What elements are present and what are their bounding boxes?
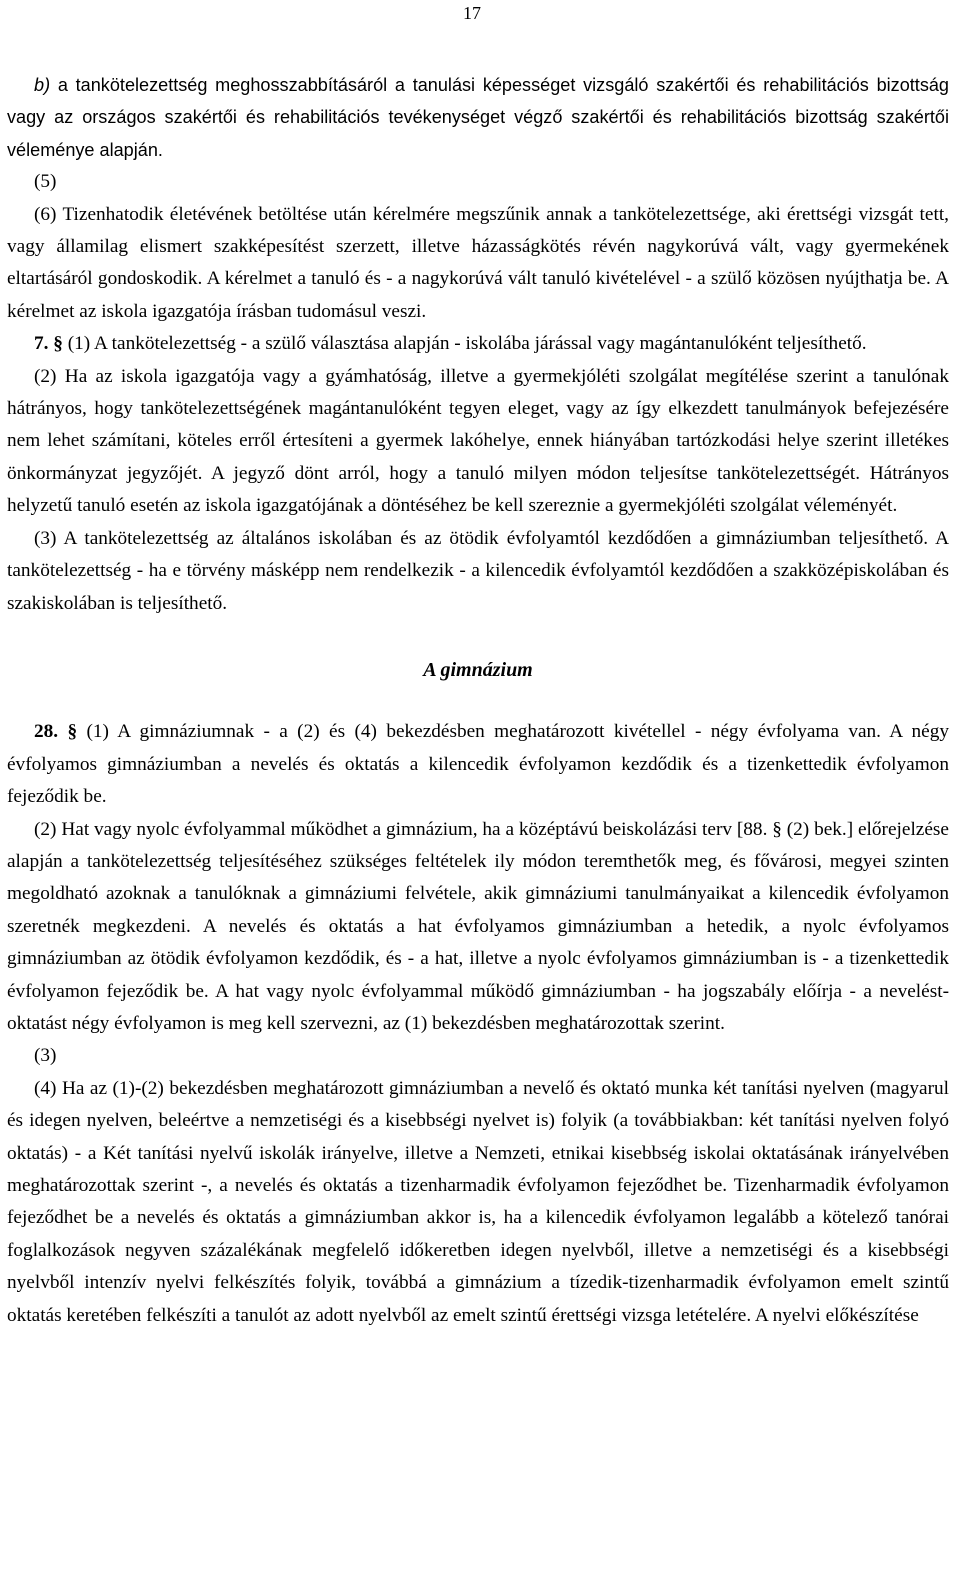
section-7-paragraph-2: (2) Ha az iskola igazgatója vagy a gyámhatóság, illetve a gyermekjóléti szolgálat megítélése szerint a tanulónak hátrányos, hogy tankötelezettségének magántanulóként tegyen eleget, vagy az így elkezdett tanulmányok befejezésére nem lehet számítani, köteles erről értesíteni a gyermek lakóhelye, ennek hiányában tartózkodási helye szerint illetékes önkormányzat jegyzőjét. A jegyző dönt arról, hogy a tanuló milyen módon teljesítse tankötelezettségét. Hátrányos helyzetű tanuló esetén az iskola igazgatójának a döntéséhez be kell szereznie a gyermekjóléti szolgálat véleményét. — [7, 365, 949, 517]
section-sign: § — [48, 333, 68, 355]
section-number: 7. — [34, 333, 49, 355]
paragraph-5: (5) — [34, 171, 57, 193]
page-number: 17 — [463, 3, 481, 23]
section-28-paragraph-4: (4) Ha az (1)-(2) bekezdésben meghatározott gimnáziumban a nevelő és oktató munka két tanítási nyelven (magyarul és idegen nyelven, beleértve a nemzetiségi és a kisebbségi nyelvet is) folyik (a továbbiakban: két tanítási nyelven folyó oktatás) - a Két tanítási nyelvű iskolák irányelve, illetve a Nemzeti, etnikai kisebbség iskolai oktatásának irányelvében meghatározottak szerint -, a nevelés és oktatás a tizenharmadik évfolyamon fejeződhet be. Tizenharmadik évfolyamon fejeződhet be a nevelés és oktatás a gimnáziumban akkor is, ha a kilencedik évfolyamon legalább a kötelező tanórai foglalkozások negyven százalékának megfelelő időkeretben idegen nyelvből, illetve a nemzetiségi és a kisebbségi nyelvből intenzív nyelvi felkészítés folyik, továbbá a gimnázium a tízedik-tizenharmadik évfolyamon emelt szintű oktatás keretében felkészíti a tanulót az adott nyelvből az emelt szintű érettségi vizsga letételére. A nyelvi előkészítése — [7, 1077, 949, 1326]
paragraph-6: (6) Tizenhatodik életévének betöltése után kérelmére megszűnik annak a tankötelezettsége, aki érettségi vizsgát tett, vagy államilag elismert szakképesítést szerzett, illetve házasságkötés révén nagykorúvá vált, vagy gyermekének eltartásáról gondoskodik. A kérelmet a tanuló és - a nagykorúvá vált tanuló kivételével - a szülő közösen nyújthatja be. A kérelmet az iskola igazgatója írásban tudomásul veszi. — [7, 203, 949, 322]
section-sign: § — [58, 721, 87, 743]
chapter-heading: A gimnázium — [423, 658, 533, 681]
section-7-paragraph-3: (3) A tankötelezettség az általános iskolában és az ötödik évfolyamtól kezdődően a gimnáziumban teljesíthető. A tankötelezettség - ha e törvény másképp nem rendelkezik - a kilencedik évfolyamtól kezdődően a szakközépiskolában és szakiskolában is teljesíthető. — [7, 527, 949, 614]
section-7-paragraph-1 — [7, 328, 949, 360]
section-28-paragraph-3: (3) — [34, 1045, 57, 1067]
section-number: 28. — [34, 721, 59, 743]
section-text: (1) A tankötelezettség - a szülő választása alapján - iskolába járással vagy magántanulóként teljesíthető. — [67, 333, 867, 355]
item-text: a tankötelezettség meghosszabbításáról a tanulási képességet vizsgáló szakértői és rehabilitációs bizottság vagy az országos szakértői és rehabilitációs tevékenységet végző szakértői és rehabilitációs bizottság szakértői véleménye alapján. — [7, 75, 949, 160]
section-28-paragraph-2: (2) Hat vagy nyolc évfolyammal működhet a gimnázium, ha a középtávú beiskolázási terv [88. § (2) bek.] előrejelzése alapján a tankötelezettség teljesítéséhez szükséges feltételek ily módon teremthetők meg, és fővárosi, megyei szinten megoldható azoknak a tanulóknak a gimnáziumi felvétele, akik gimnáziumi tanulmányaikat a kilencedik évfolyamon szeretnék megkezdeni. A nevelés és oktatás a hat évfolyamos gimnáziumban a hetedik, a nyolc évfolyamos gimnáziumban az ötödik évfolyamon kezdődik, és - a hat, illetve a nyolc évfolyamos gimnáziumban is - a tizenkettedik évfolyamon fejeződik be. A hat vagy nyolc évfolyammal működő gimnáziumban - ha jogszabály előírja - a nevelést-oktatást négy évfolyamon is meg kell szervezni, az (1) bekezdésben meghatározottak szerint. — [7, 818, 949, 1034]
item-label: b) — [34, 75, 51, 95]
document-body — [7, 69, 949, 1332]
section-text: (1) A gimnáziumnak - a (2) és (4) bekezdésben meghatározott kivétellel - négy évfolyama van. A négy évfolyamos gimnáziumban a nevelés és oktatás a kilencedik évfolyamon kezdődik és a tizenkettedik évfolyamon fejeződik be. — [7, 721, 949, 808]
paragraph-b — [7, 69, 949, 166]
section-28-paragraph-1 — [7, 716, 949, 813]
